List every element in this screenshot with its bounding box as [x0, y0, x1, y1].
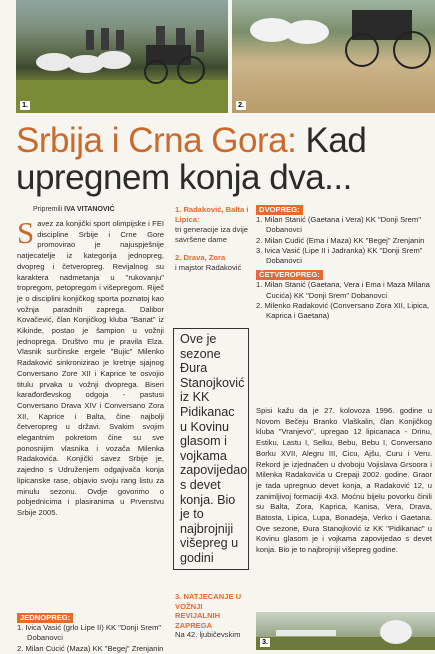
carriage-illustration-3 [256, 612, 435, 650]
photo-number: 1. [20, 101, 30, 110]
list-item: 1. Milan Stanić (Gaetana i Vera) KK "Donji Srem" Dobanovci [256, 215, 421, 235]
body-text: avez za konjički sport olimpijske i FEI discipline Srbije i Crne Gore promovirao je najuspješnije natjecatelje iz kategorija jednopreg, dvopreg i četveropreg. Revijalnog su karaktera nadmetanja u "rukovanju" tropregom, petopregom i višepregom. Riječ je o disciplini konjičkog sporta poznatoj kao vožnja paradnih zaprega. Dalibor Kovačević, član Konjičkog kluba "Banat" iz Kikinde, postao je šampion u vožnji jednoprega. Društvo mu je pravila Elza. Vlasnik surčinske ergele "Bujic" Milenko Radaković sinkronizirao je kretnje sjajnog Conversano Zore XII i Kaprice te osvojio titulu prvaka u vožnji dvoprega. Biseri karađorđevskog odgoja - pastusi Conversano Drava XIV i Conversano Zora XII, Kaprice i Balta, čine najbolji četveropreg u državi. Svakim svojim elegantnim pokretom čine su sve ponosnijim vlasnika i vozača Milenka Radakovića. Konjički savez Srbije je, zajedno s Udruženjem odgajivača konja lipicanske rase, objavio svoju rang listu za minulu sezonu. Ovdje govorimo o pobjednicima i plasiranima u Prvenstvu Srbije 2005. [17, 219, 164, 517]
article-title [16, 122, 431, 196]
byline-authors: IVA VITANOVIĆ [64, 206, 115, 213]
article-body [17, 215, 164, 519]
caption-bottom [175, 592, 249, 648]
list-item: 1. Milan Stanić (Gaetana, Vera i Ema i Maza Milana Cucića) KK "Donji Srem" Dobanovci [256, 280, 430, 300]
list-item: 1. Ivica Vasić (grlo Lipe II) KK "Donji Srem" Dobanovci [17, 623, 162, 643]
caption-text: i majstor Radaković [175, 263, 242, 272]
results-lists [256, 205, 432, 321]
list-item: 2. Milan Cucić (Maza) KK "Begej" Zrenjanin [17, 643, 164, 653]
byline [33, 206, 115, 213]
caption-heading: 3. NATJECANJE U VOŽNJI REVIJALNIH ZAPREGA [175, 592, 242, 630]
carriage-photo-3 [256, 612, 435, 650]
carriage-photo-2 [232, 0, 435, 113]
photo-number: 2. [236, 101, 246, 110]
pull-quote: Ove je sezone Đura Stanojković iz KK Pidikanac u Kovinu glasom i vojkama zapovijedao s devet konja. Bio je to najbrojniji višepreg u godini [173, 328, 249, 570]
list-item: 2. Milenko Radaković (Conversano Zora XII, Lipica, Kaprica i Gaetana) [256, 300, 430, 321]
list-item: 2. Milan Cudić (Ema i Maza) KK "Begej" Zrenjanin [256, 235, 425, 245]
list-item: 3. Ivica Vasić (Lipe II i Jadranka) KK "Donji Srem" Dobanovci [256, 245, 423, 266]
drop-cap: S [17, 215, 35, 250]
title-accent: Srbija i Crna Gora: [16, 121, 297, 160]
carriage-photo-1 [16, 0, 228, 113]
carriage-illustration-2 [232, 0, 435, 113]
jednopreg-heading: JEDNOPREG: [17, 613, 73, 623]
cetveropreg-heading: ČETVEROPREG: [256, 270, 323, 280]
title-rest: Kad upregnem konja dva... [16, 121, 367, 197]
caption-heading: 1. Radaković, Balta i Lipica: [175, 205, 249, 224]
caption-heading: 2. Drava, Zora [175, 253, 226, 262]
right-body-text: Spisi kažu da je 27. kolovoza 1996. godine u Novom Bečeju Branko Vlaškalin, član Konjičkog kluba "Vranjevo", upregao 12 lipicanaca - Drinu, Estiku, Lastu I, Selku, Bebu, Bebu I, Conversano Borku XVII, Alegru III, Cicu, Ajšu, Curu i Veru. Rekord je izjednačen u dvoboju Vojislava Grsoora i Milenka Radakovića u Crepaji 2002. godine. Graor je tada upregnuo devet konja, a Radaković 12, u zanimljivoj formaciji 4x3. Moćnu bijelu povorku činili su Balta, Zora, Kaprica, Kanisa, Vera, Drava, Batosta, Lipica, Lupa, Bonadeja, Verko i Gaetana. Ove sezone, Đura Stanojković iz KK "Pidikanac" u Kovinu glasom je i vojkama zapovijedao s devet konja. Bio je to najbrojniji višepreg godine. [256, 406, 432, 555]
caption-text: Na 42. ljubičevskim [175, 630, 241, 639]
byline-label: Pripremili [33, 206, 63, 213]
photo-captions [175, 205, 249, 281]
photo-number: 3. [260, 638, 270, 647]
dvopreg-heading: DVOPREG: [256, 205, 303, 215]
caption-text: tri generacije iza dvije savršene dame [175, 225, 249, 244]
jednopreg-list [17, 613, 164, 654]
carriage-illustration-1 [16, 0, 228, 113]
